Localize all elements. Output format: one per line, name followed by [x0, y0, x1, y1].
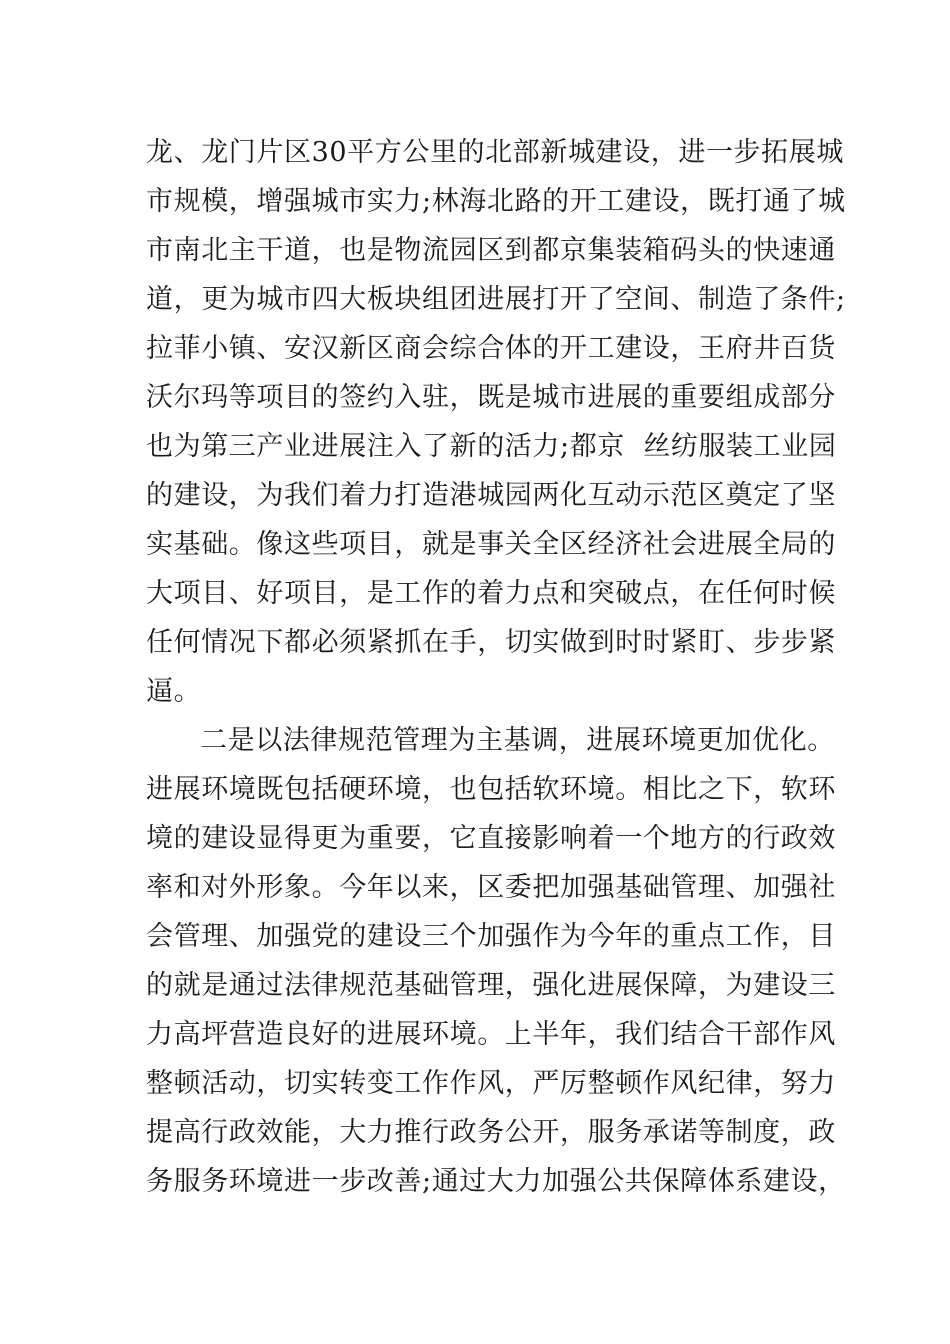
text-line: 率和对外形象。今年以来，区委把加强基础管理、加强社: [146, 872, 836, 903]
text-line: 进展环境既包括硬环境，也包括软环境。相比之下，软环: [146, 774, 836, 805]
text-line: 力高坪营造良好的进展环境。上半年，我们结合干部作风: [146, 1019, 836, 1050]
text-line: 拉菲小镇、安汉新区商会综合体的开工建设，王府井百货: [146, 333, 836, 364]
text-line: 市南北主干道，也是物流园区到都京集装箱码头的快速通: [146, 235, 836, 266]
text-line: 的就是通过法律规范基础管理，强化进展保障，为建设三: [146, 970, 836, 1001]
text-line: 市规模，增强城市实力;林海北路的开工建设，既打通了城: [146, 186, 846, 217]
text-line: 境的建设显得更为重要，它直接影响着一个地方的行政效: [146, 823, 836, 854]
text-line: 沃尔玛等项目的签约入驻，既是城市进展的重要组成部分: [146, 382, 836, 413]
text-line: 务服务环境进一步改善;通过大力加强公共保障体系建设，: [146, 1166, 846, 1197]
text-line: 任何情况下都必须紧抓在手，切实做到时时紧盯、步步紧: [146, 627, 836, 658]
text-line: 提高行政效能，大力推行政务公开，服务承诺等制度，政: [146, 1117, 836, 1148]
text-line: 实基础。像这些项目，就是事关全区经济社会进展全局的: [146, 529, 836, 560]
text-line: 道，更为城市四大板块组团进展打开了空间、制造了条件;: [146, 284, 846, 315]
text-line: 的建设，为我们着力打造港城园两化互动示范区奠定了坚: [146, 480, 836, 511]
paragraph-2-first-line: 二是以法律规范管理为主基调，进展环境更加优化。: [200, 725, 835, 756]
text-line: 会管理、加强党的建设三个加强作为今年的重点工作，目: [146, 921, 836, 952]
text-line: 龙、龙门片区30平方公里的北部新城建设，进一步拓展城: [146, 137, 844, 168]
body-text: [146, 128, 846, 1206]
text-line: 整顿活动，切实转变工作作风，严厉整顿作风纪律，努力: [146, 1068, 836, 1099]
text-line: 也为第三产业进展注入了新的活力;都京 丝纺服装工业园: [146, 431, 837, 462]
text-line: 大项目、好项目，是工作的着力点和突破点，在任何时候: [146, 578, 836, 609]
text-line: 逼。: [146, 676, 202, 707]
